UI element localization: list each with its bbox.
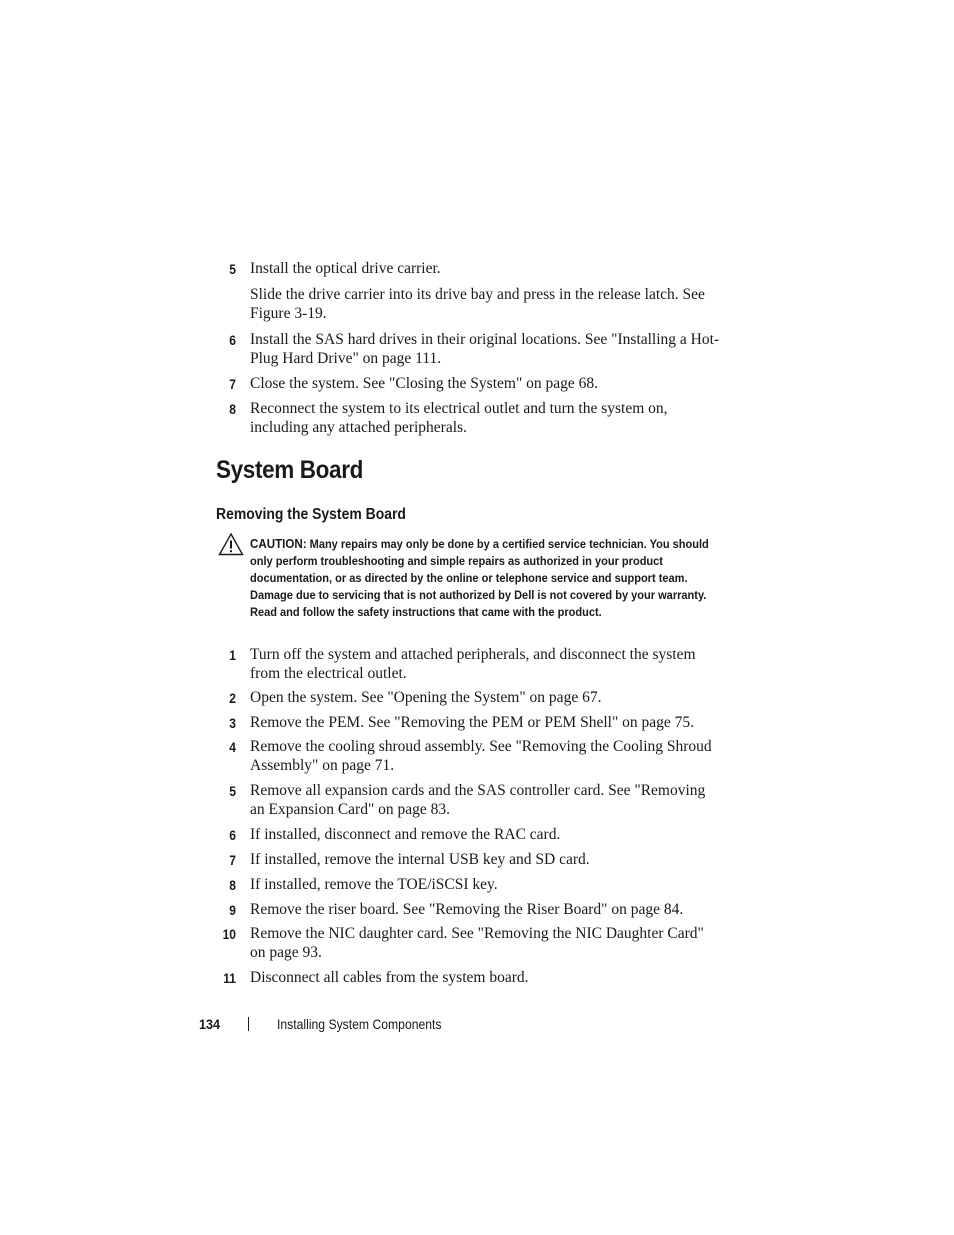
step-text: Remove the riser board. See "Removing the Riser Board" on page 84. [250, 901, 684, 918]
step-number: 8 [229, 877, 236, 893]
chapter-title: Installing System Components [277, 1016, 442, 1032]
step-number: 4 [229, 739, 236, 755]
step-text: Open the system. See "Opening the System" on page 67. [250, 689, 602, 706]
step-text: Turn off the system and attached peripherals, and disconnect the system from the electrical outlet. [250, 646, 696, 682]
caution-triangle-icon [218, 532, 244, 556]
subsection-title: Removing the System Board [216, 506, 406, 523]
step-text: Remove the PEM. See "Removing the PEM or PEM Shell" on page 75. [250, 714, 695, 731]
step-number: 7 [229, 852, 236, 868]
page-number: 134 [199, 1016, 221, 1032]
step-number: 7 [229, 376, 236, 392]
step-number: 8 [229, 401, 236, 417]
step-text: If installed, disconnect and remove the RAC card. [250, 826, 561, 843]
step-5-note: Slide the drive carrier into its drive bay and press in the release latch. See Figure 3-19. [250, 286, 705, 322]
step-number: 6 [229, 827, 236, 843]
step-text: If installed, remove the internal USB key and SD card. [250, 851, 590, 868]
step-text: Remove the cooling shroud assembly. See "Removing the Cooling Shroud Assembly" on page 71. [250, 738, 712, 774]
caution-label: CAUTION: [250, 536, 307, 551]
step-number: 2 [229, 690, 236, 706]
step-text: Close the system. See "Closing the System" on page 68. [250, 375, 599, 392]
step-number: 5 [229, 783, 236, 799]
step-text: Reconnect the system to its electrical outlet and turn the system on, including any attached peripherals. [250, 400, 668, 436]
step-text: Install the optical drive carrier. [250, 260, 441, 277]
footer-divider [248, 1017, 249, 1031]
caution-text: Many repairs may only be done by a certified service technician. You should only perform troubleshooting and simple repairs as authorized in your product documentation, or as directed by the online or telephone service and support team. Damage due to servicing that is not authorized by Dell is not covered by your warranty. Read and follow the safety instructions that came with the product. [250, 537, 709, 619]
step-text: Remove the NIC daughter card. See "Removing the NIC Daughter Card" on page 93. [250, 925, 704, 961]
step-number: 6 [229, 332, 236, 348]
step-text: Remove all expansion cards and the SAS controller card. See "Removing an Expansion Card" on page 83. [250, 782, 706, 818]
step-number: 9 [229, 902, 236, 918]
step-number: 11 [223, 970, 236, 986]
step-text: Disconnect all cables from the system board. [250, 969, 529, 986]
step-number: 1 [229, 647, 236, 663]
step-text: If installed, remove the TOE/iSCSI key. [250, 876, 498, 893]
step-number: 5 [229, 261, 236, 277]
caution-notice [250, 535, 713, 621]
step-number: 3 [229, 715, 236, 731]
step-number: 10 [222, 926, 236, 942]
step-text: Install the SAS hard drives in their original locations. See "Installing a Hot-Plug Hard Drive" on page 111. [250, 331, 720, 367]
section-title: System Board [216, 456, 363, 484]
